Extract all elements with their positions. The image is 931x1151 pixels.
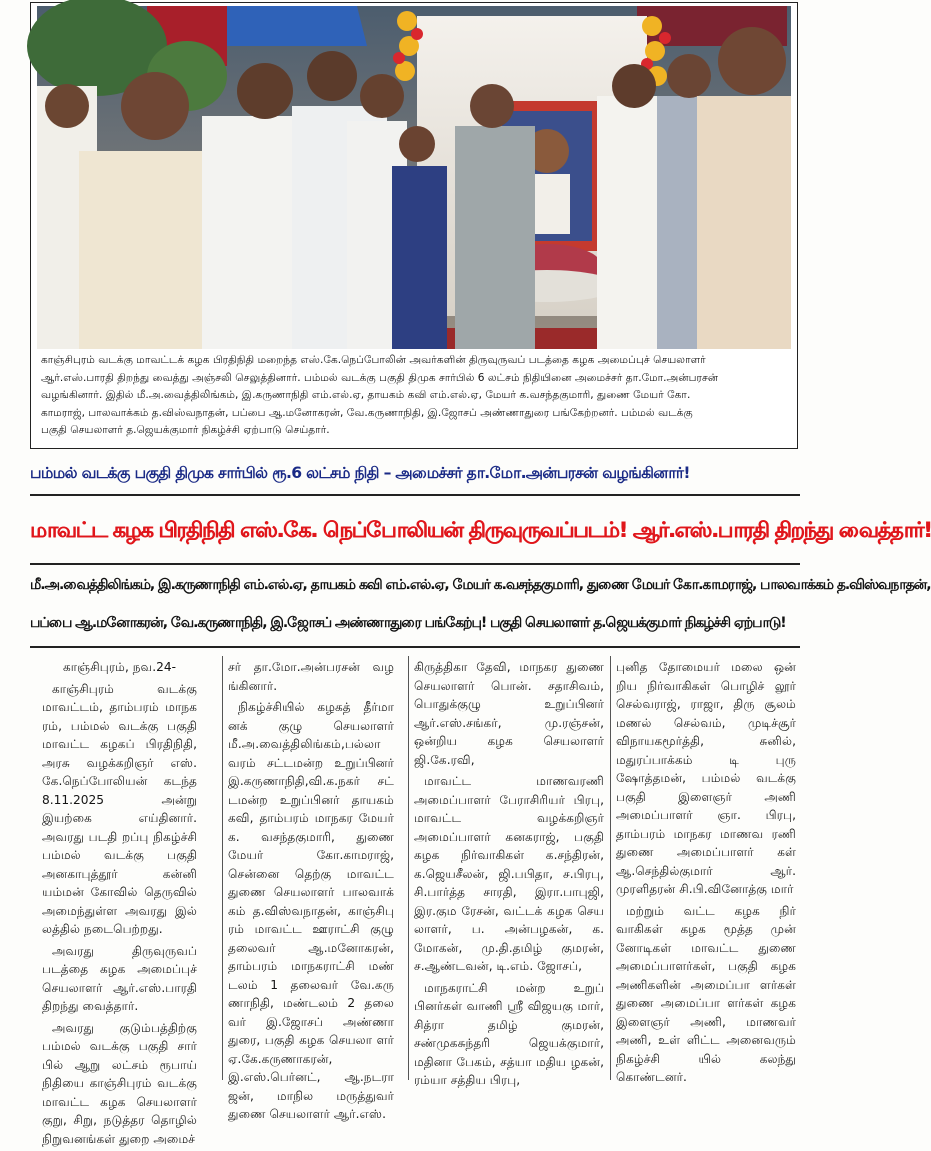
divider	[30, 563, 800, 565]
article-column-1	[42, 658, 197, 1151]
caption-line: வழங்கினார். இதில் மீ.அ.வைத்திலிங்கம், இ.கருணாநிதி எம்.எல்.ஏ, தாயகம் கவி எம்.எல்.ஏ, மேயர் க.வசந்தகுமாரி, துணை மேயர் கோ.	[41, 389, 691, 402]
article-paragraph: கிருத்திகா தேவி, மாநகர துணை செயலாளர் பொன். சதாசிவம், பொதுக்குழு உறுப்பினர் ஆர்.எஸ்.சங்கர், மு.ரஞ்சன், ஒன்றிய கழக செயலாளர் ஜி.கே.ரவி,	[414, 660, 604, 767]
subheadline-2: பப்பை ஆ.மனோகரன், வே.கருணாநிதி, இ.ஜோசப் அண்ணாதுரை பங்கேற்பு! பகுதி செயலாளர் த.ஜெயக்குமார் நிகழ்ச்சி ஏற்பாடு!	[30, 615, 786, 631]
photo-caption	[41, 352, 789, 440]
article-paragraph: அவரது குடும்பத்திற்கு பம்மல் வடக்கு பகுதி சார் பில் ஆறு லட்சம் ரூபாய் நிதியை காஞ்சிபுரம் வடக்கு மாவட்ட கழக செயலாளர் குறு, சிறு, நடுத்தர தொழில் நிறுவனங்கள் துறை அமைச்	[42, 1020, 197, 1146]
article-column-2	[228, 658, 394, 1127]
article-paragraph: காஞ்சிபுரம் வடக்கு மாவட்டம், தாம்பரம் மாநக ரம், பம்மல் வடக்கு பகுதி மாவட்ட கழகப் பிரதிநிதி, அரசு வழக்கறிஞர் எஸ். கே.நெப்போலியன் கடந்த 8.11.2025 அன்று இயற்கை எய்தினார். அவரது படதி றப்பு நிகழ்ச்சி பம்மல் வடக்கு பகுதி அனகாபுத்தூர் கன்னி யம்மன் கோவில் தெருவில் அமைந்துள்ள அவரது இல் லத்தில் நடைபெற்றது.	[42, 681, 197, 936]
article-paragraph: மற்றும் வட்ட கழக நிர் வாகிகள் கழக மூத்த முன் னோடிகள் மாவட்ட துணை அமைப்பாளர்கள், பகுதி கழக அணிகளின் அமைப்பா ளர்கள் துணை அமைப்பா ளர்கள் கழக இளைஞர் அணி, மாணவர் அணி, உள் ளிட்ட அனைவரும் நிகழ்ச்சி யில் கலந்து கொண்டனர்.	[616, 903, 796, 1084]
article-column-3	[414, 658, 604, 1093]
article-paragraph: மாவட்ட மாணவரணி அமைப்பாளர் பேராசிரியர் பிரபு, மாவட்ட வழக்கறிஞர் அமைப்பாளர் கனகராஜ், பகுதி கழக நிர்வாகிகள் க.சந்திரன், க.ஜெயசீலன், ஜி.பபிதா, ச.பிரபு, சி.பார்த்த சாரதி, இரா.பாபுஜி, இர.கும ரேசன், வட்டக் கழக செய லாளர், ப. அன்பழகன், க. மோகன், மு.தி.தமிழ் குமரன், ச.ஆண்டவன், டி.எம். ஜோசப்,	[414, 774, 604, 973]
article-paragraph: காஞ்சிபுரம், நவ.24-	[63, 660, 176, 674]
caption-line: காமராஜ், பாலவாக்கம் த.விஸ்வநாதன், பப்பை ஆ.மனோகரன், வே.கருணாநிதி, இ.ஜோசப் அண்ணாதுரை பங்கேற்றனர். பம்மல் வடக்கு	[41, 406, 693, 419]
article-paragraph: நிகழ்ச்சியில் கழகத் தீர்மா னக் குழு செயலாளர் மீ.அ.வைத்திலிங்கம்,பல்லா வரம் சட்டமன்ற உறுப்பினர் இ.கருணாநிதி,வி.க.நகர் சட் டமன்ற உறுப்பினர் தாயகம் கவி, தாம்பரம் மாநகர மேயர் க. வசந்தகுமாரி, துணை மேயர் கோ.காமராஜ், சென்னை தெற்கு மாவட்ட துணை செயலாளர் பாலவாக் கம் த.விஸ்வநாதன், காஞ்சிபு ரம் மாவட்ட ஊராட்சி குழு தலைவர் ஆ.மனோகரன், தாம்பரம் மாநகராட்சி மண் டலம் 1 தலைவர் வே.கரு ணாநிதி, மண்டலம் 2 தலை வர் இ.ஜோசப் அண்ணா துரை, பகுதி கழக செயலா ளர் ஏ.கே.கருணாகரன், இ.எஸ்.பெர்னட், ஆ.நடரா ஜன், மாநில மருத்துவர் துணை செயலாளர் ஆர்.எஸ்.	[228, 700, 394, 1121]
article-column-4	[616, 658, 796, 1090]
headline-blue: பம்மல் வடக்கு பகுதி திமுக சார்பில் ரூ.6 லட்சம் நிதி – அமைச்சர் தா.மோ.அன்பரசன் வழங்கினார்!	[30, 464, 690, 482]
column-separator	[610, 656, 611, 1080]
article-paragraph: சர் தா.மோ.அன்பரசன் வழ ங்கினார்.	[228, 660, 394, 693]
divider	[30, 646, 800, 648]
article-paragraph: அவரது திருவுருவப் படத்தை கழக அமைப்புச் செயலாளர் ஆர்.எஸ்.பாரதி திறந்து வைத்தார்.	[42, 943, 197, 1013]
subheadline-1: மீ.அ.வைத்திலிங்கம், இ.கருணாநிதி எம்.எல்.ஏ, தாயகம் கவி எம்.எல்.ஏ, மேயர் க.வசந்தகுமாரி, துணை மேயர் கோ.காமராஜ், பாலவாக்கம் த.விஸ்வநாதன்,	[30, 577, 931, 593]
article-paragraph: புனித தோமையர் மலை ஒன் றிய நிர்வாகிகள் பொழிச் லூர் செல்வராஜ், ராஜா, திரு சூலம் மணல் செல்வம், முடிச்சூர் விநாயகமூர்த்தி, சுனில், மதுரப்பாக்கம் டி புரு ஷோத்தமன், பம்மல் வடக்கு பகுதி இளைஞர் அணி அமைப்பாளர் ஞா. பிரபு, தாம்பரம் மாநகர மாணவ ரணி துணை அமைப்பாளர் கள் ஆ.செந்தில்குமார் ஆர். முரளிதரன் சி.பி.வினோத்கு மார்	[616, 660, 796, 896]
caption-line: ஆர்.எஸ்.பாரதி திறந்து வைத்து அஞ்சலி செலுத்தினார். பம்மல் வடக்கு பகுதி திமுக சார்பில் 6 லட்சம் நிதியினை அமைச்சர் தா.மோ.அன்பரசன்	[41, 371, 719, 384]
event-photo-illustration	[37, 6, 791, 349]
headline-main: மாவட்ட கழக பிரதிநிதி எஸ்.கே. நெப்போலியன் திருவுருவப்படம்! ஆர்.எஸ்.பாரதி திறந்து வைத்தார்!	[30, 517, 931, 542]
column-separator	[222, 656, 223, 1080]
divider	[30, 494, 800, 496]
caption-line: காஞ்சிபுரம் வடக்கு மாவட்டக் கழக பிரதிநிதி மறைந்த எஸ்.கே.நெப்போலின் அவர்களின் திருவுருவப் படத்தை கழக அமைப்புச் செயலாளர்	[41, 354, 706, 366]
column-separator	[408, 656, 409, 1080]
caption-line: பகுதி செயலாளர் த.ஜெயக்குமார் நிகழ்ச்சி ஏற்பாடு செய்தார்.	[41, 424, 330, 437]
article-paragraph: மாநகராட்சி மன்ற உறுப் பினர்கள் வாணி ஸ்ரீ விஜயகு மார், சித்ரா தமிழ் குமரன், சண்முகசுந்தரி ஜெயக்குமார், மதினா பேகம், சத்யா மதிய ழகன், ரம்யா சத்திய பிரபு,	[414, 980, 604, 1087]
event-photo	[37, 6, 791, 349]
photo-frame	[30, 2, 798, 449]
